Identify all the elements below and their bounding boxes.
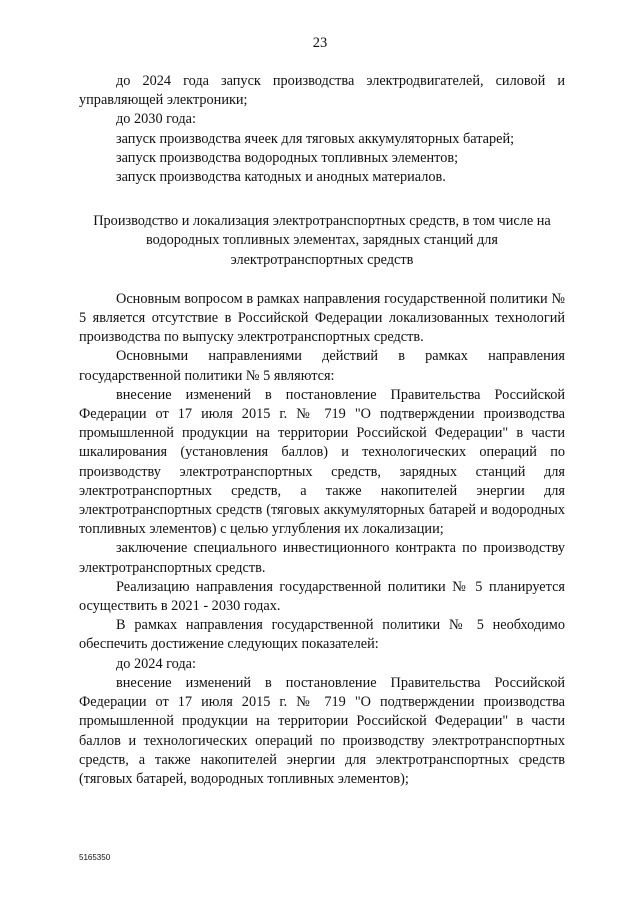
page-number: 23: [312, 35, 328, 51]
paragraph: запуск производства ячеек для тяговых аккумуляторных батарей;: [116, 130, 515, 147]
paragraph: до 2024 года:: [116, 655, 197, 672]
paragraph: запуск производства катодных и анодных материалов.: [116, 169, 446, 186]
paragraph: Основными направлениями действий в рамках направления государственной политики № 5 являются:: [79, 348, 565, 384]
document-body: [79, 72, 565, 789]
section-heading: Производство и локализация электротранспортных средств, в том числе на водородных топливных элементах, зарядных станций для электротранспортных средств: [93, 213, 551, 268]
paragraph: до 2030 года:: [116, 111, 197, 128]
paragraph: внесение изменений в постановление Правительства Российской Федерации от 17 июля 2015 г. № 719 "О подтверждении производства промышленной продукции на территории Российской Федерации" в части шкалирования (установления баллов) и технологических операций по производству электротранспортных средств, зарядных станций для электротранспортных средств, а также накопителей энергии для электротранспортных средств (тяговых аккумуляторных батарей и водородных топливных элементов) с целью углубления их локализации;: [79, 386, 565, 538]
paragraph: внесение изменений в постановление Правительства Российской Федерации от 17 июля 2015 г. № 719 "О подтверждении производства промышленной продукции на территории Российской Федерации" в части баллов и технологических операций по производству электротранспортных средств, а также накопителей энергии для электротранспортных средств (тяговых батарей, водородных топливных элементов);: [79, 674, 565, 787]
paragraph: В рамках направления государственной политики № 5 необходимо обеспечить достижение следующих показателей:: [79, 617, 565, 653]
paragraph: Реализацию направления государственной политики № 5 планируется осуществить в 2021 - 2030 годах.: [79, 578, 565, 615]
paragraph: Основным вопросом в рамках направления государственной политики № 5 является отсутствие в Российской Федерации локализованных технологий производства по выпуску электротранспортных средств.: [79, 290, 565, 346]
paragraph: запуск производства водородных топливных элементов;: [116, 149, 459, 166]
paragraph: заключение специального инвестиционного контракта по производству электротранспортных средств.: [79, 540, 565, 576]
paragraph: до 2024 года запуск производства электродвигателей, силовой и управляющей электроники;: [79, 73, 565, 109]
document-code: 5165350: [79, 853, 111, 862]
